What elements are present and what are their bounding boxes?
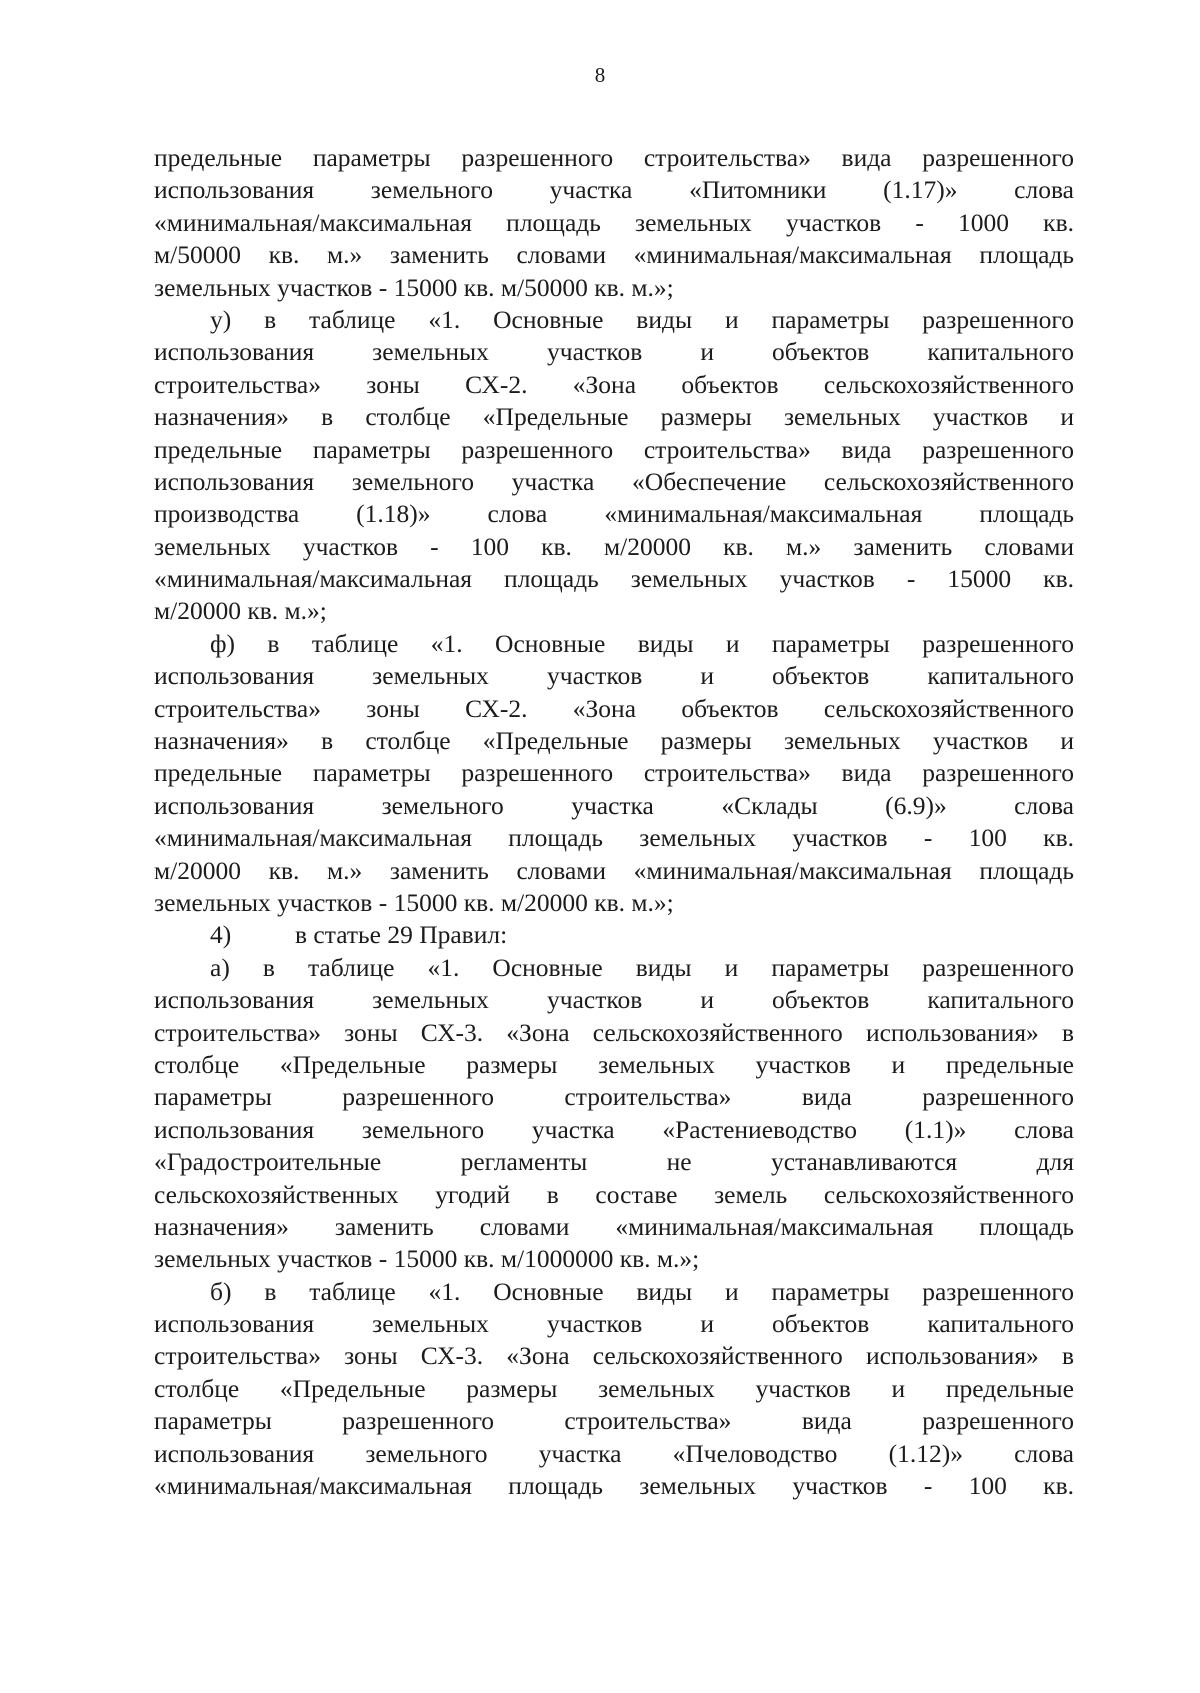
text-line: использования земельных участков и объектов капитального — [154, 985, 1074, 1015]
text-line: параметры разрешенного строительства» вида разрешенного — [154, 1406, 1074, 1436]
text-line: м/20000 кв. м.» заменить словами «минимальная/максимальная площадь — [154, 855, 1074, 885]
text-line: «минимальная/максимальная площадь земельных участков - 100 кв. — [154, 1471, 1074, 1501]
text-line: назначения» в столбце «Предельные размеры земельных участков и — [154, 402, 1074, 432]
text-line: использования земельных участков и объектов капитального — [154, 337, 1074, 367]
text-line: назначения» заменить словами «минимальная/максимальная площадь — [154, 1211, 1074, 1241]
text-line: земельных участков - 15000 кв. м/20000 кв. м.»; — [154, 887, 674, 917]
document-body — [154, 142, 1074, 1502]
text-line: «минимальная/максимальная площадь земельных участков - 100 кв. — [154, 823, 1074, 853]
text-line: строительства» зоны СХ-3. «Зона сельскохозяйственного использования» в — [154, 1341, 1074, 1371]
text-line: производства (1.18)» слова «минимальная/максимальная площадь — [154, 499, 1074, 529]
text-line: ф) в таблице «1. Основные виды и параметры разрешенного — [210, 628, 1074, 658]
text-line: а) в таблице «1. Основные виды и параметры разрешенного — [210, 952, 1074, 982]
text-line: использования земельного участка «Пчеловодство (1.12)» слова — [154, 1438, 1074, 1468]
list-item-text: в статье 29 Правил: — [295, 920, 508, 950]
text-line: строительства» зоны СХ-3. «Зона сельскохозяйственного использования» в — [154, 1017, 1074, 1047]
text-line: назначения» в столбце «Предельные размеры земельных участков и — [154, 726, 1074, 756]
text-line: «Градостроительные регламенты не устанавливаются для — [154, 1147, 1074, 1177]
text-line: использования земельного участка «Растениеводство (1.1)» слова — [154, 1114, 1074, 1144]
text-line: м/20000 кв. м.»; — [154, 596, 327, 626]
text-line: использования земельного участка «Питомники (1.17)» слова — [154, 175, 1074, 205]
text-line: предельные параметры разрешенного строительства» вида разрешенного — [154, 758, 1074, 788]
text-line: предельные параметры разрешенного строительства» вида разрешенного — [154, 434, 1074, 464]
text-line: строительства» зоны СХ-2. «Зона объектов сельскохозяйственного — [154, 693, 1074, 723]
text-line: «минимальная/максимальная площадь земельных участков - 15000 кв. — [154, 564, 1074, 594]
text-line: «минимальная/максимальная площадь земельных участков - 1000 кв. — [154, 207, 1074, 237]
text-line: использования земельного участка «Обеспечение сельскохозяйственного — [154, 466, 1074, 496]
text-line: строительства» зоны СХ-2. «Зона объектов сельскохозяйственного — [154, 369, 1074, 399]
text-line: земельных участков - 100 кв. м/20000 кв. м.» заменить словами — [154, 531, 1074, 561]
text-line: использования земельного участка «Склады (6.9)» слова — [154, 790, 1074, 820]
page-number: 8 — [594, 63, 606, 87]
text-line: у) в таблице «1. Основные виды и параметры разрешенного — [210, 304, 1074, 334]
text-line: земельных участков - 15000 кв. м/1000000 кв. м.»; — [154, 1244, 700, 1274]
text-line: столбце «Предельные размеры земельных участков и предельные — [154, 1373, 1074, 1403]
list-item-number: 4) — [210, 920, 232, 950]
text-line: земельных участков - 15000 кв. м/50000 кв. м.»; — [154, 272, 674, 302]
text-line: м/50000 кв. м.» заменить словами «минимальная/максимальная площадь — [154, 240, 1074, 270]
text-line: использования земельных участков и объектов капитального — [154, 1309, 1074, 1339]
text-line: предельные параметры разрешенного строительства» вида разрешенного — [154, 143, 1074, 172]
list-item-heading — [154, 919, 1074, 951]
text-line: б) в таблице «1. Основные виды и параметры разрешенного — [210, 1276, 1074, 1306]
text-line: использования земельных участков и объектов капитального — [154, 661, 1074, 691]
text-line: столбце «Предельные размеры земельных участков и предельные — [154, 1049, 1074, 1079]
text-line: параметры разрешенного строительства» вида разрешенного — [154, 1082, 1074, 1112]
text-line: сельскохозяйственных угодий в составе земель сельскохозяйственного — [154, 1179, 1074, 1209]
